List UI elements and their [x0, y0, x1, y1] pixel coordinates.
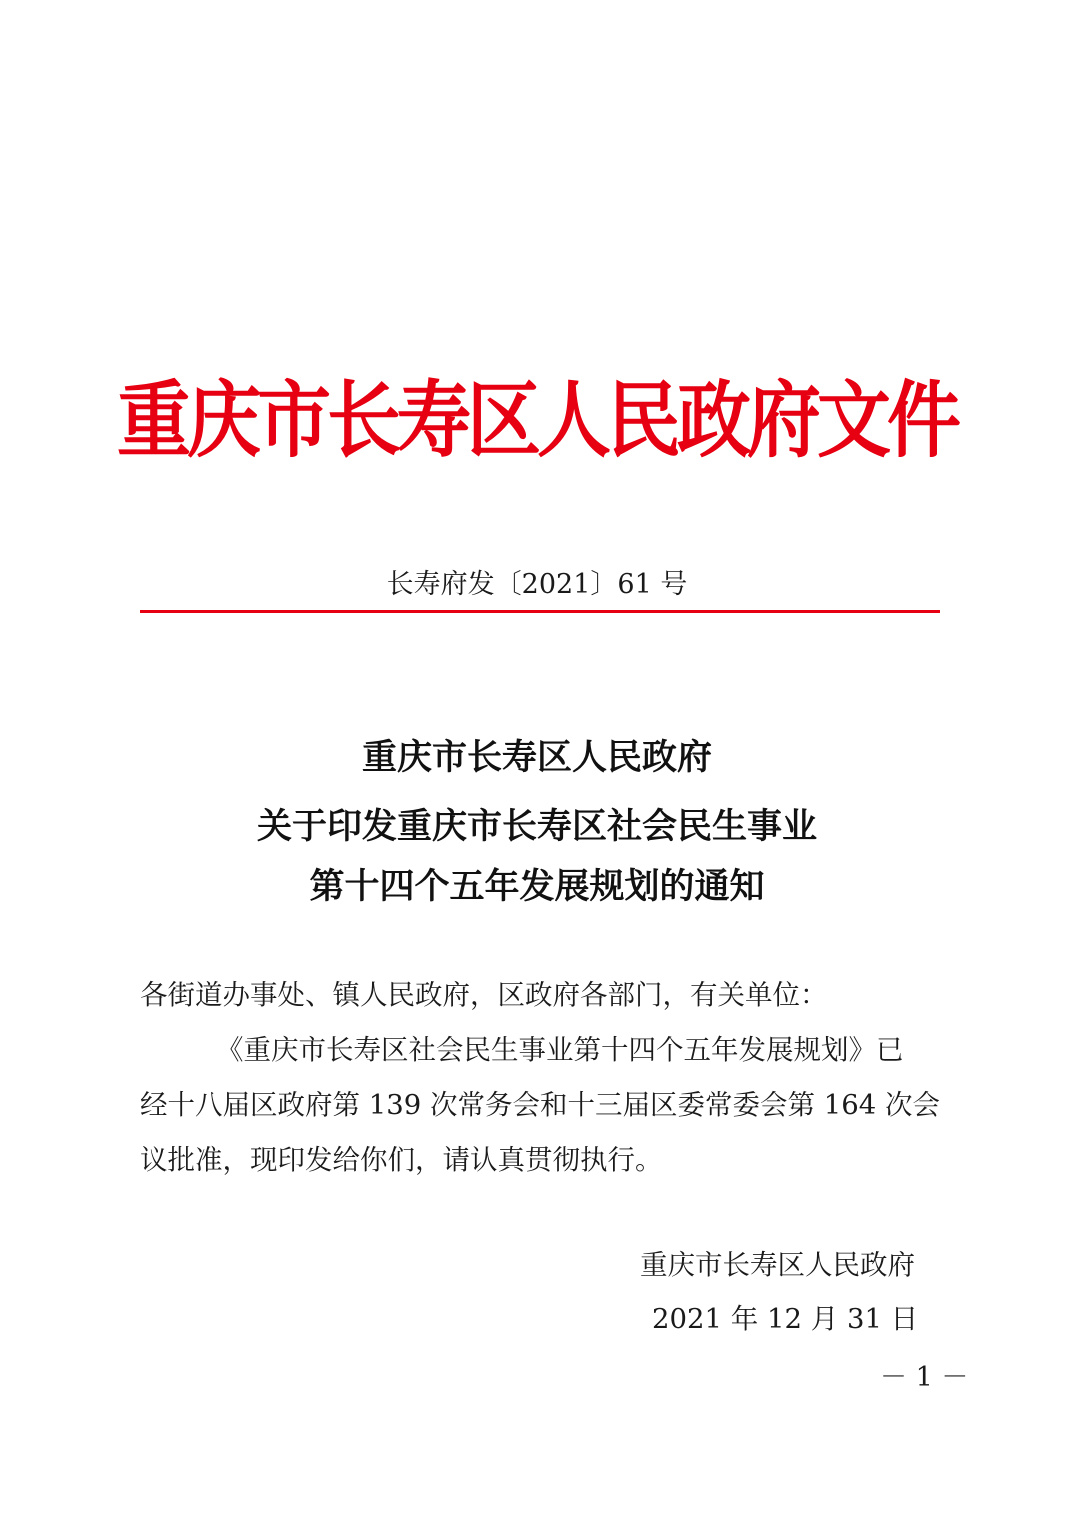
- red-divider-line: [140, 610, 940, 613]
- document-title-line-2: 关于印发重庆市长寿区社会民生事业: [256, 806, 817, 847]
- document-title-line-3: 第十四个五年发展规划的通知: [309, 866, 765, 907]
- signature-organization: 重庆市长寿区人民政府: [640, 1249, 915, 1281]
- body-paragraph-line-1: 《重庆市长寿区社会民生事业第十四个五年发展规划》已: [216, 1034, 904, 1066]
- body-paragraph-line-3: 议批准，现印发给你们，请认真贯彻执行。: [140, 1144, 663, 1176]
- document-number: 长寿府发〔2021〕61 号: [386, 569, 688, 600]
- signature-date: 2021 年 12 月 31 日: [652, 1303, 919, 1335]
- body-paragraph-line-2: 经十八届区政府第 139 次常务会和十三届区委常委会第 164 次会: [140, 1089, 940, 1121]
- page-number: － 1 －: [880, 1362, 969, 1393]
- document-title-line-1: 重庆市长寿区人民政府: [361, 737, 712, 778]
- salutation: 各街道办事处、镇人民政府，区政府各部门，有关单位：: [140, 979, 828, 1011]
- document-masthead: 重庆市长寿区人民政府文件: [117, 372, 957, 470]
